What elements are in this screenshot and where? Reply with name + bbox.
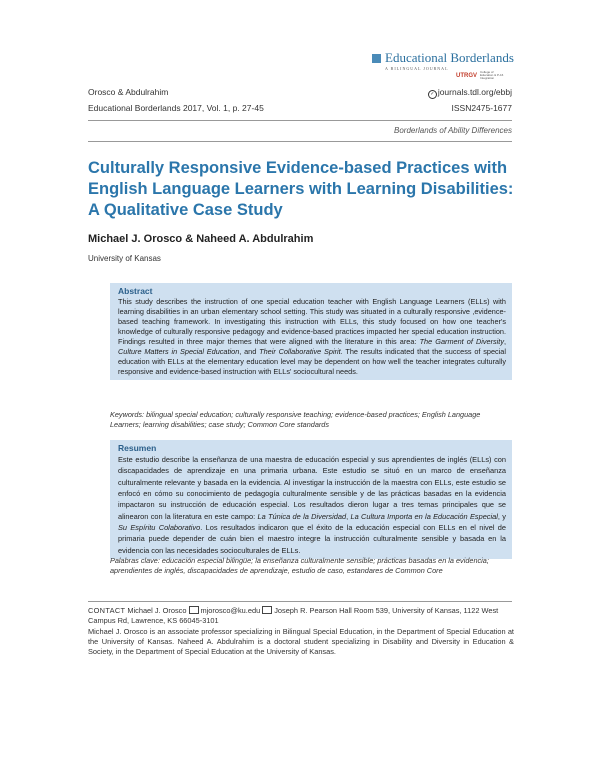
resumen-box xyxy=(110,440,512,559)
author-affiliation: University of Kansas xyxy=(88,254,161,263)
header-meta-right xyxy=(428,84,512,116)
envelope-icon xyxy=(262,606,272,614)
article-title: Culturally Responsive Evidence-based Practices with English Language Learners with Learning Disabilities: A Qualitative Case Study xyxy=(88,159,514,219)
journal-logo-title: Educational Borderlands xyxy=(385,50,514,65)
abstract-heading: Abstract xyxy=(118,286,153,296)
header-meta-left xyxy=(88,84,264,116)
contact-name: Michael J. Orosco xyxy=(127,606,187,615)
abstract-text xyxy=(118,297,506,377)
abstract-separator: , xyxy=(503,337,506,347)
resumen-heading: Resumen xyxy=(118,443,157,453)
abstract-box xyxy=(110,283,512,380)
contact-address: Joseph R. Pearson Hall Room 539, University of Kansas, 1122 West Campus Rd, Lawrence, KS 66045-3101 xyxy=(88,606,499,626)
resumen-theme: La Túnica de la Diversidad xyxy=(257,511,347,521)
contact-info xyxy=(88,606,514,626)
resumen-separator: , xyxy=(346,511,351,521)
abstract-separator: , and xyxy=(239,347,260,357)
header-divider xyxy=(88,120,512,121)
resumen-text xyxy=(118,454,506,556)
abstract-theme: The Garment of Diversity xyxy=(419,337,504,347)
utrgv-text: College of Education & P-16 Integration xyxy=(480,70,504,80)
abstract-text-part: . The results indicated that the success of special education with ELLs at the elementary education level may be dependent on how well the teacher integrates culturally responsive and evidence-based instruction with ELLs' sociocultural needs. xyxy=(118,347,506,377)
footer-divider xyxy=(88,601,512,602)
abstract-text-part: This study describes the instruction of one special education teacher with English Language Learners (ELLs) with learning disabilities in an urban elementary school setting. This study was situated in a culturally responsive ,evidence-based teaching framework. In investigating this instruction with ELLs, this study focused on how one teacher's knowledge of culturally responsive pedagogy and evidence-based practices impacted her special education instruction. Findings resulted in three major themes that were aligned with the literature in this area: xyxy=(118,297,506,347)
article-authors: Michael J. Orosco & Naheed A. Abdulrahim xyxy=(88,233,314,245)
journal-url-text[interactable]: journals.tdl.org/ebbj xyxy=(437,87,512,97)
logo-square-icon xyxy=(372,54,381,63)
journal-logo xyxy=(372,50,512,71)
envelope-icon xyxy=(189,606,199,614)
resumen-theme: Su Espíritu Colaborativo xyxy=(118,523,201,533)
resumen-text-part: Este estudio describe la enseñanza de una maestra de educación especial y sus aprendientes de inglés (ELLs) con discapacidades de aprendizaje en una primaria urbana. Este estudio se situó en un marco de enseñanza culturalmente relevante y basada en la evidencia. Al investigar la instrucción de la maestra con ELLs, este estudio se enfocó en cómo su conocimiento de pedagogía culturalmente sensible y de las prácticas basadas en la evidencia impactaron su instrucción de educación especial. Los resultados dieron lugar a tres temas principales que se alinearon con la literatura en este campo: xyxy=(118,455,506,521)
running-authors: Orosco & Abdulrahim xyxy=(88,87,169,97)
section-divider xyxy=(88,141,512,142)
section-label: Borderlands of Ability Differences xyxy=(394,126,512,135)
contact-email[interactable]: mjorosco@ku.edu xyxy=(200,606,261,615)
contact-label: CONTACT xyxy=(88,606,126,615)
utrgv-mark: UTRGV xyxy=(456,72,477,79)
resumen-theme: La Cultura Importa en la Educación Especial xyxy=(350,511,498,521)
resumen-text-part: . Los resultados indicaron que el éxito de la educación especial con ELLs en el nivel de primaria puede depender de cuán bien el maestro integre la instrucción culturalmente sensible y basada en la evidencia con las necesidades socioculturales de ELLs. xyxy=(118,523,507,555)
palabras-clave: Palabras clave: educación especial bilingüe; la enseñanza culturalmente sensible; prácticas basadas en la evidencia; aprendientes de inglés, discapacidades de aprendizaje, estudio de caso, estandares de Common Core xyxy=(110,556,489,576)
journal-url[interactable] xyxy=(428,84,512,100)
abstract-theme: Culture Matters in Special Education xyxy=(118,347,240,357)
utrgv-logo xyxy=(456,71,504,80)
keywords: Keywords: bilingual special education; culturally responsive teaching; evidence-based practices; English Language Learners; learning disabilities; case study; Common Core standards xyxy=(110,410,481,430)
author-bio: Michael J. Orosco is an associate professor specializing in Bilingual Special Education, in the Department of Special Education at the University of Kansas. Naheed A. Abdulrahim is a doctoral student specializing in Disability and Diversity in Education & Society, in the Department of Special Education at the University of Kansas. xyxy=(88,627,514,657)
journal-citation: Educational Borderlands 2017, Vol. 1, p. 27-45 xyxy=(88,103,264,113)
web-link-icon: ✓ xyxy=(428,90,437,99)
journal-logo-subtitle: A BILINGUAL JOURNAL xyxy=(385,66,449,71)
journal-issn: ISSN2475-1677 xyxy=(451,103,512,113)
abstract-theme: Their Collaborative Spirit xyxy=(259,347,341,357)
resumen-separator: , y xyxy=(497,511,506,521)
